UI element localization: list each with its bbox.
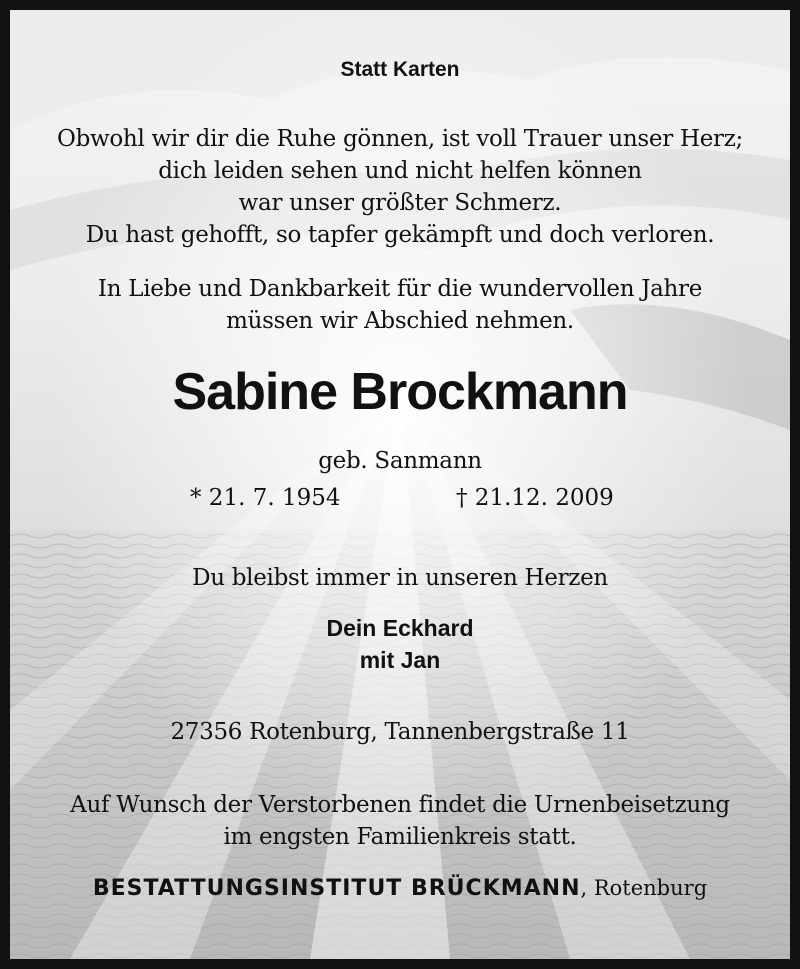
poem-line: Du hast gehofft, so tapfer gekämpft und doch verloren. <box>85 222 715 248</box>
deceased-name: Sabine Brockmann <box>172 363 628 421</box>
funeral-home <box>10 876 790 901</box>
death-date: † 21.12. 2009 <box>456 485 614 511</box>
remembrance-line: Du bleibst immer in unseren Herzen <box>192 565 608 591</box>
funeral-home-name: BESTATTUNGSINSTITUT BRÜCKMANN <box>92 876 581 901</box>
poem-line: Obwohl wir dir die Ruhe gönnen, ist voll Trauer unser Herz; <box>57 126 743 152</box>
funeral-home-city: , Rotenburg <box>580 876 708 900</box>
signatory: mit Jan <box>359 647 441 673</box>
notice-line: Auf Wunsch der Verstorbenen findet die Urnenbeisetzung <box>70 792 730 818</box>
poem-line: dich leiden sehen und nicht helfen können <box>158 158 642 184</box>
birth-date: * 21. 7. 1954 <box>190 485 341 511</box>
signatory: Dein Eckhard <box>326 615 474 641</box>
farewell-line: müssen wir Abschied nehmen. <box>226 308 574 334</box>
address-line: 27356 Rotenburg, Tannenbergstraße 11 <box>170 719 630 745</box>
farewell-line: In Liebe und Dankbarkeit für die wundervollen Jahre <box>97 276 703 302</box>
header-label: Statt Karten <box>340 58 460 81</box>
poem-line: war unser größter Schmerz. <box>238 190 562 216</box>
maiden-name: geb. Sanmann <box>318 448 482 474</box>
notice-line: im engsten Familienkreis statt. <box>223 824 577 850</box>
